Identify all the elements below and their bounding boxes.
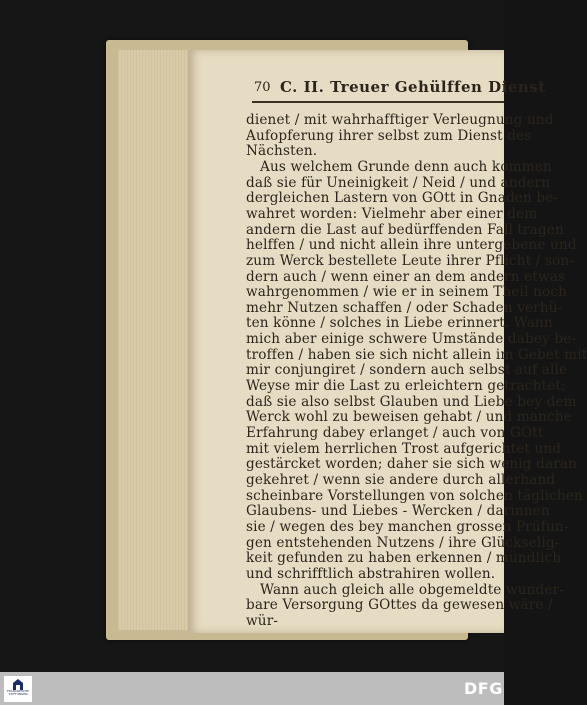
text-line: daß sie also selbst Glauben und Liebe bey dem — [246, 393, 577, 410]
text-line: mehr Nutzen schaffen / oder Schaden verhü- — [246, 299, 563, 316]
text-line: dern auch / wenn einer an dem andern etwas — [246, 268, 566, 285]
text-line: wahret worden: Vielmehr aber einer dem — [246, 205, 538, 222]
text-line: gestärcket worden; daher sie sich wenig daran — [246, 456, 578, 473]
text-line: sie / wegen des bey manchen grossen Prüfun- — [246, 518, 569, 535]
text-line: Aus welchem Grunde denn auch kommen — [260, 158, 552, 175]
page-edges — [118, 50, 190, 630]
text-line: daß sie für Uneinigkeit / Neid / und andern — [246, 174, 551, 191]
running-head-title: C. II. Treuer Gehülffen Dienst — [280, 78, 546, 96]
text-line: Aufopferung ihrer selbst zum Dienst des — [246, 127, 532, 144]
text-line: dergleichen Lastern von GOtt in Gnaden be- — [246, 190, 559, 207]
text-line: helffen / und nicht allein ihre untergebene und — [246, 237, 577, 254]
text-line: ten könne / solches in Liebe erinnert. Wann — [246, 315, 553, 332]
header-rule — [252, 101, 504, 103]
text-line: Werck wohl zu beweisen gehabt / und manche — [246, 409, 572, 426]
text-line: scheinbare Vorstellungen von solchen täglichen — [246, 487, 583, 504]
text-line: bare Versorgung GOttes da gewesen wäre / — [246, 597, 553, 614]
text-line: dienet / mit wahrhafftiger Verleugnung und — [246, 112, 554, 128]
text-line: wür- — [246, 612, 279, 629]
text-line: troffen / haben sie sich nicht allein im Gebet mit — [246, 346, 587, 363]
running-header — [254, 78, 546, 100]
text-line: Erfahrung dabey erlanget / auch von GOtt — [246, 425, 544, 441]
text-line: Nächsten. — [246, 143, 318, 160]
book-page — [188, 50, 587, 633]
text-line: Wann auch gleich alle obgemeldte wunder- — [260, 581, 564, 598]
text-line: zum Werck bestellete Leute ihrer Pflicht / son- — [246, 252, 575, 269]
text-line: gekehret / wenn sie andere durch allerhand — [246, 471, 556, 488]
text-line: mir conjungiret / sondern auch selbst auf alle — [246, 362, 568, 379]
text-line: Weyse mir die Last zu erleichtern getrachtet; — [246, 378, 566, 395]
text-line: mit vielem herrlichen Trost aufgerichtet und — [246, 440, 562, 457]
text-line: keit gefunden zu haben erkennen / mündlich — [246, 550, 562, 567]
page-number: 70 — [254, 80, 271, 95]
dfg-logo[interactable]: DFG — [464, 679, 503, 698]
text-line: gen entstehenden Nutzens / ihre Glückselig- — [246, 534, 560, 551]
text-line: andern die Last auf bedürffenden Fall tragen — [246, 221, 564, 238]
viewer-footer-bar — [0, 672, 504, 705]
library-logo-text: FRANCKESCHE STIFTUNGEN — [6, 689, 30, 696]
text-line: wahrgenommen / wie er in seinem Theil noch — [246, 284, 567, 301]
text-line: Glaubens- und Liebes - Wercken / darinnen — [246, 503, 550, 520]
text-line: mich aber einige schwere Umstände dabey be- — [246, 331, 577, 348]
text-line: und schrifftlich abstrahiren wollen. — [246, 565, 496, 582]
